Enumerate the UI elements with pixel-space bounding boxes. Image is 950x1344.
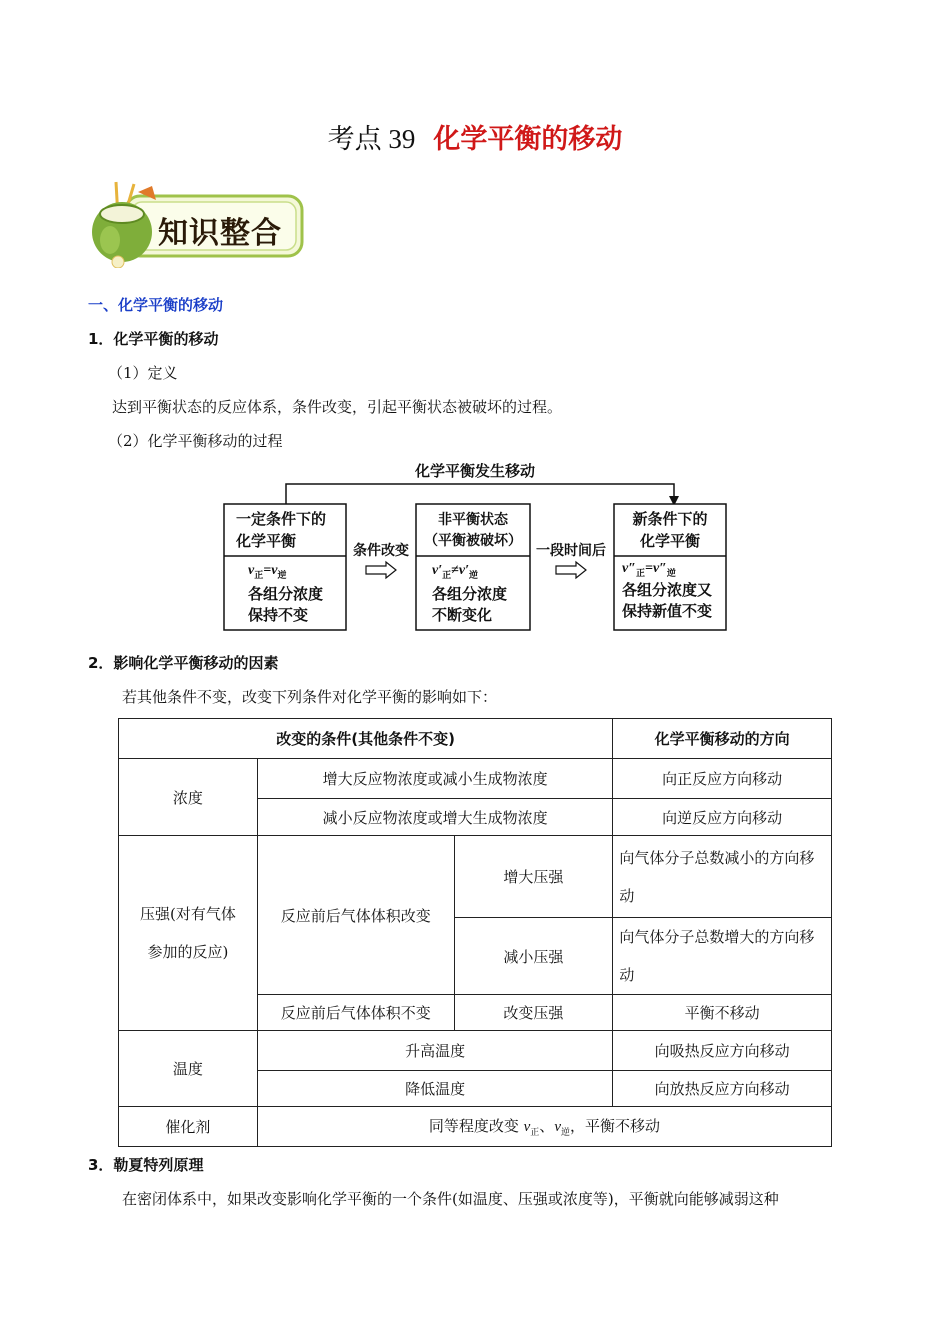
definition-label: （1）定义 [108, 364, 178, 382]
box1-top [236, 508, 326, 552]
cell-concentration: 浓度 [119, 759, 258, 836]
diagram-top-label: 化学平衡发生移动 [414, 462, 535, 480]
box1-bottom: 各组分浓度 保持不变 [248, 585, 324, 624]
box3-velocity: $v''_正=v''_逆$ [622, 561, 676, 579]
cell-pressure-increase: 增大压强 [454, 836, 613, 918]
box2-top: 非平衡状态 （平衡被破坏） [424, 512, 522, 549]
cell-temp-lower: 降低温度 [257, 1071, 612, 1107]
cell-pressure-volume-change: 反应前后气体体积改变 [257, 836, 454, 995]
table-header-direction: 化学平衡移动的方向 [613, 719, 832, 759]
knowledge-banner [88, 178, 308, 268]
subsection-heading-1: 1．化学平衡的移动 [88, 330, 219, 348]
box3-top: 新条件下的 化学平衡 [632, 510, 708, 550]
table-row [119, 719, 832, 759]
cell-temp-raise-dir: 向吸热反应方向移动 [613, 1031, 832, 1071]
cell-conc-increase: 增大反应物浓度或减小生成物浓度 [257, 759, 612, 799]
process-diagram [222, 460, 728, 636]
cell-catalyst: 催化剂 [119, 1107, 258, 1147]
cell-pressure-volume-same: 反应前后气体体积不变 [257, 995, 454, 1031]
table-row [119, 1031, 832, 1071]
cell-pressure-decrease: 减小压强 [454, 918, 613, 995]
banner-label: 知识整合 [158, 216, 282, 251]
title-text: 化学平衡的移动 [433, 124, 623, 155]
box1-line2: 化学平衡 [236, 532, 297, 550]
cell-temp-raise: 升高温度 [257, 1031, 612, 1071]
cell-conc-increase-dir: 向正反应方向移动 [613, 759, 832, 799]
box1-velocity: $v_正=v_逆$ [248, 563, 287, 581]
factors-intro: 若其他条件不变，改变下列条件对化学平衡的影响如下： [122, 688, 498, 706]
cell-temperature: 温度 [119, 1031, 258, 1107]
arrow1-label: 条件改变 [353, 543, 409, 559]
table-header-condition: 改变的条件(其他条件不变) [119, 719, 613, 759]
box2-velocity: $v'_正\ne v'_逆$ [432, 563, 479, 581]
cell-temp-lower-dir: 向放热反应方向移动 [613, 1071, 832, 1107]
definition-text: 达到平衡状态的反应体系，条件改变，引起平衡状态被破坏的过程。 [112, 398, 563, 416]
arrow2-label: 一段时间后 [536, 543, 606, 559]
cell-catalyst-effect: 同等程度改变 $v_正$、$v_逆$，平衡不移动 [257, 1107, 831, 1147]
cell-pressure-increase-dir: 向气体分子总数减小的方向移动 [613, 836, 832, 918]
cell-pressure-change: 改变压强 [454, 995, 613, 1031]
box2-bottom: 各组分浓度 不断变化 [432, 585, 508, 624]
process-label: （2）化学平衡移动的过程 [108, 432, 283, 450]
table-row [119, 836, 832, 918]
cell-pressure-change-dir: 平衡不移动 [613, 995, 832, 1031]
page-title [0, 122, 950, 157]
section-heading-1: 一、化学平衡的移动 [88, 296, 224, 314]
factors-table [118, 718, 832, 1147]
cell-conc-decrease-dir: 向逆反应方向移动 [613, 799, 832, 836]
table-row [119, 759, 832, 799]
le-chatelier-text: 在密闭体系中，如果改变影响化学平衡的一个条件(如温度、压强或浓度等)，平衡就向能够减弱这种 [122, 1190, 779, 1208]
cell-pressure-decrease-dir: 向气体分子总数增大的方向移动 [613, 918, 832, 995]
title-number: 考点 39 [327, 124, 416, 154]
subsection-heading-3: 3．勒夏特列原理 [88, 1156, 204, 1174]
box3-bottom: 各组分浓度又 保持新值不变 [622, 581, 713, 620]
table-row [119, 1107, 832, 1147]
box1-line1: 一定条件下的 [236, 510, 327, 528]
cell-conc-decrease: 减小反应物浓度或增大生成物浓度 [257, 799, 612, 836]
subsection-heading-2: 2．影响化学平衡移动的因素 [88, 654, 279, 672]
cell-pressure: 压强(对有气体参加的反应) [119, 836, 258, 1031]
